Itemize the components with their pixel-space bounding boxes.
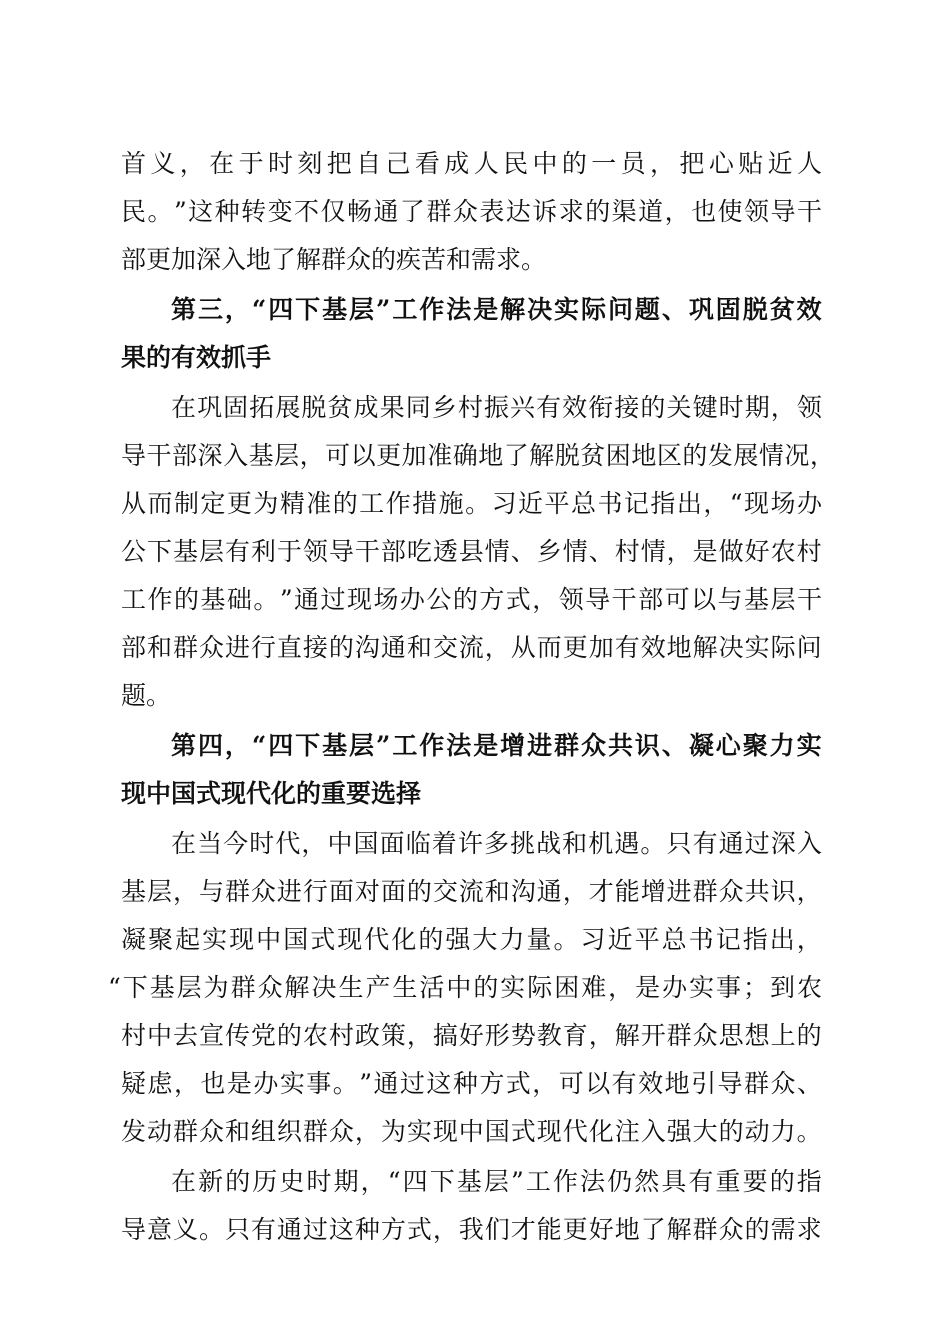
- body-text-line: 民 。 ” 这 种 转 变 不 仅 畅 通 了 群 众 表 达 诉 求 的 渠 道 ， 也 使 领 导 干: [121, 197, 822, 226]
- body-text-line: 部更加深入地了解群众的疾苦和需求。: [121, 245, 547, 274]
- body-text-line: 疑 虑 ， 也 是 办 实 事 。 ” 通 过 这 种 方 式 ， 可 以 有 效 地 引 导 群 众 、: [121, 1069, 822, 1098]
- body-text-line: 凝 聚 起 实 现 中 国 式 现 代 化 的 强 大 力 量 。 习 近 平 总 书 记 指 出 ，: [121, 925, 822, 954]
- body-text-line: 基 层 ， 与 群 众 进 行 面 对 面 的 交 流 和 沟 通 ， 才 能 增 进 群 众 共 识 ，: [121, 877, 822, 906]
- body-text-line: 在 巩 固 拓 展 脱 贫 成 果 同 乡 村 振 兴 有 效 衔 接 的 关 键 时 期 ， 领: [171, 393, 822, 422]
- body-text-line: 题。: [121, 681, 172, 710]
- body-text-line: “ 下 基 层 为 群 众 解 决 生 产 生 活 中 的 实 际 困 难 ， 是 办 实 事 ； 到 农: [108, 973, 822, 1002]
- body-text-line: 从 而 制 定 更 为 精 准 的 工 作 措 施 。 习 近 平 总 书 记 指 出 ， “ 现 场 办: [121, 489, 822, 518]
- body-text-line: 公 下 基 层 有 利 于 领 导 干 部 吃 透 县 情 、 乡 情 、 村 情 ， 是 做 好 农 村: [121, 537, 822, 566]
- body-text-line: 在 新 的 历 史 时 期 ， “ 四 下 基 层 ” 工 作 法 仍 然 具 有 重 要 的 指: [171, 1167, 822, 1196]
- body-text-line: 工 作 的 基 础 。 ” 通 过 现 场 办 公 的 方 式 ， 领 导 干 部 可 以 与 基 层 干: [121, 585, 822, 614]
- body-text-line: 在 当 今 时 代 ， 中 国 面 临 着 许 多 挑 战 和 机 遇 。 只 有 通 过 深 入: [171, 829, 822, 858]
- section-heading-line: 第 四 ， “ 四 下 基 层 ” 工 作 法 是 增 进 群 众 共 识 、 凝 心 聚 力 实: [171, 731, 822, 760]
- body-text-line: 部 和 群 众 进 行 直 接 的 沟 通 和 交 流 ， 从 而 更 加 有 效 地 解 决 实 际 问: [121, 633, 822, 662]
- body-text-line: 导 干 部 深 入 基 层 ， 可 以 更 加 准 确 地 了 解 脱 贫 困 地 区 的 发 展 情 况 ，: [121, 441, 835, 470]
- section-heading-line: 第 三 ， “ 四 下 基 层 ” 工 作 法 是 解 决 实 际 问 题 、 巩 固 脱 贫 效: [171, 295, 822, 324]
- section-heading-line: 现中国式现代化的重要选择: [121, 779, 422, 808]
- body-text-line: 首 义 ， 在 于 时 刻 把 自 己 看 成 人 民 中 的 一 员 ， 把 心 贴 近 人: [121, 149, 822, 178]
- section-heading-line: 果的有效抓手: [121, 343, 272, 372]
- body-text-line: 发 动 群 众 和 组 织 群 众 ， 为 实 现 中 国 式 现 代 化 注 入 强 大 的 动 力 。: [121, 1117, 822, 1146]
- body-text-line: 导 意 义 。 只 有 通 过 这 种 方 式 ， 我 们 才 能 更 好 地 了 解 群 众 的 需 求: [121, 1215, 822, 1244]
- body-text-line: 村 中 去 宣 传 党 的 农 村 政 策 ， 搞 好 形 势 教 育 ， 解 开 群 众 思 想 上 的: [121, 1021, 822, 1050]
